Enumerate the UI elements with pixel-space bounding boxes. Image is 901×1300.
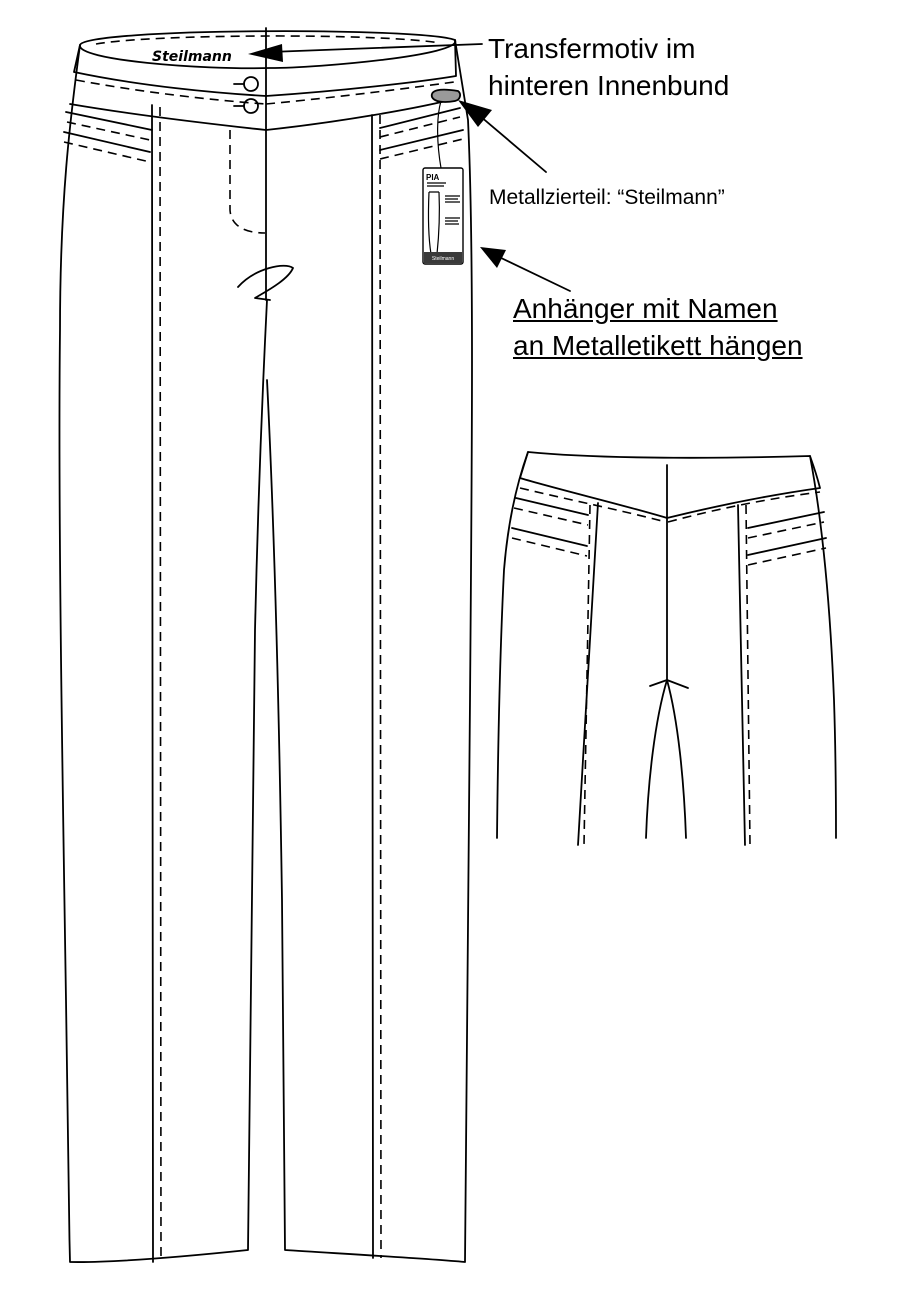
hangtag-model: PIA bbox=[426, 173, 440, 182]
hang-tag bbox=[423, 168, 463, 264]
front-view-trousers bbox=[59, 28, 472, 1262]
transfer-arrow bbox=[270, 44, 482, 52]
callout-metal-text: Metallzierteil: “Steilmann” bbox=[489, 186, 725, 209]
callout-transfer-motif bbox=[488, 30, 729, 104]
callout-transfer-line-2: hinteren Innenbund bbox=[488, 70, 730, 101]
callout-hangtag-line-2: an Metalletikett hängen bbox=[513, 330, 803, 361]
button bbox=[244, 99, 258, 113]
back-view-trousers bbox=[497, 452, 836, 845]
hangtag-arrow bbox=[497, 256, 570, 291]
metal-arrow bbox=[480, 116, 546, 172]
callout-transfer-line-1: Transfermotiv im bbox=[488, 33, 696, 64]
hangtag-brand: Steilmann bbox=[431, 256, 455, 262]
metal-ornament bbox=[432, 90, 460, 102]
callout-hang-tag bbox=[513, 290, 803, 364]
brand-transfer-motif: Steilmann bbox=[152, 49, 232, 65]
callout-hangtag-line-1: Anhänger mit Namen bbox=[513, 293, 778, 324]
hangtag-arrowhead bbox=[480, 247, 506, 268]
button bbox=[244, 77, 258, 91]
callout-metal-part bbox=[489, 184, 725, 212]
